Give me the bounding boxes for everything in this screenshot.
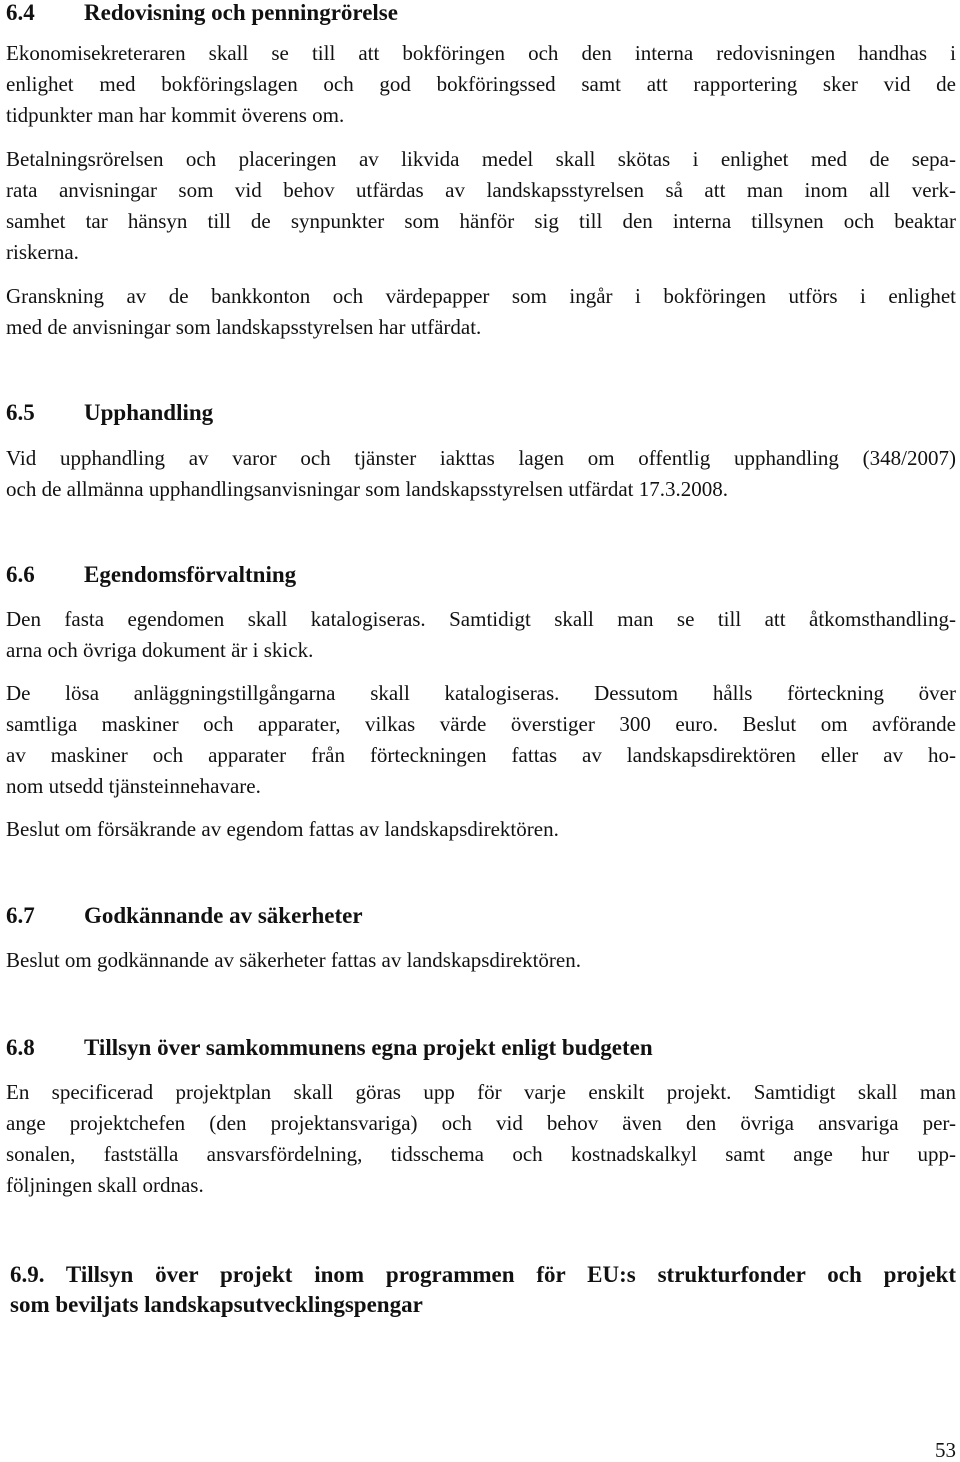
text-line: samhet tar hänsyn till de synpunkter som hänför sig till den interna tillsynen och beaktar	[6, 209, 956, 233]
page-number: 53	[935, 1438, 956, 1462]
paragraph	[6, 678, 956, 802]
text-line: sonalen, fastställa ansvarsfördelning, tidsschema och kostnadskalkyl samt ange hur upp-	[6, 1142, 956, 1166]
paragraph	[6, 38, 956, 131]
section-number: 6.5	[6, 400, 35, 425]
text-line: med de anvisningar som landskapsstyrelsen har utfärdat.	[6, 315, 482, 339]
section-title: Upphandling	[84, 400, 214, 425]
text-line: tidpunkter man har kommit överens om.	[6, 103, 345, 127]
text-line: Beslut om godkännande av säkerheter fattas av landskapsdirektören.	[6, 948, 581, 972]
section-title: Egendomsförvaltning	[84, 562, 297, 587]
section-heading-6-4	[6, 0, 956, 27]
section-number: 6.7	[6, 903, 35, 928]
text-line: och de allmänna upphandlingsanvisningar som landskapsstyrelsen utfärdat 17.3.2008.	[6, 477, 729, 501]
section-title: Tillsyn över samkommunens egna projekt enligt budgeten	[84, 1035, 653, 1060]
section-heading-6-8	[6, 1034, 956, 1062]
text-line: En specificerad projektplan skall göras upp för varje enskilt projekt. Samtidigt skall man	[6, 1080, 956, 1104]
heading-line: som beviljats landskapsutvecklingspengar	[10, 1292, 423, 1317]
text-line: Vid upphandling av varor och tjänster iakttas lagen om offentlig upphandling (348/2007)	[6, 446, 956, 470]
text-line: Granskning av de bankkonton och värdepapper som ingår i bokföringen utförs i enlighet	[6, 284, 956, 308]
text-line: rata anvisningar som vid behov utfärdas av landskapsstyrelsen så att man inom all verk-	[6, 178, 956, 202]
text-line: Beslut om försäkrande av egendom fattas av landskapsdirektören.	[6, 817, 559, 841]
text-line: samtliga maskiner och apparater, vilkas värde överstiger 300 euro. Beslut om avförande	[6, 712, 956, 736]
paragraph	[6, 281, 956, 343]
text-line: riskerna.	[6, 240, 79, 264]
text-line: Den fasta egendomen skall katalogiseras. Samtidigt skall man se till att åtkomsthandling-	[6, 607, 956, 631]
text-line: Ekonomisekreteraren skall se till att bokföringen och den interna redovisningen handhas i	[6, 41, 956, 65]
heading-line: 6.9. Tillsyn över projekt inom programmen för EU:s strukturfonder och projekt	[10, 1262, 956, 1287]
section-title: Godkännande av säkerheter	[84, 903, 363, 928]
text-line: ange projektchefen (den projektansvariga) och vid behov även den övriga ansvariga per-	[6, 1111, 956, 1135]
section-number: 6.4	[6, 0, 35, 25]
paragraph	[6, 443, 956, 505]
paragraph	[6, 1077, 956, 1201]
text-line: enlighet med bokföringslagen och god bokföringssed samt att rapportering sker vid de	[6, 72, 956, 96]
text-line: De lösa anläggningstillgångarna skall katalogiseras. Dessutom hålls förteckning över	[6, 681, 956, 705]
section-number: 6.6	[6, 562, 35, 587]
text-line: följningen skall ordnas.	[6, 1173, 204, 1197]
paragraph	[6, 945, 956, 976]
section-number: 6.8	[6, 1035, 35, 1060]
paragraph	[6, 814, 956, 845]
section-heading-6-7	[6, 902, 956, 930]
text-line: nom utsedd tjänsteinnehavare.	[6, 774, 261, 798]
section-heading-6-6	[6, 561, 956, 589]
section-heading-6-9	[10, 1260, 956, 1320]
text-line: arna och övriga dokument är i skick.	[6, 638, 314, 662]
paragraph	[6, 604, 956, 666]
paragraph	[6, 144, 956, 268]
section-heading-6-5	[6, 399, 956, 427]
text-line: Betalningsrörelsen och placeringen av likvida medel skall skötas i enlighet med de sepa-	[6, 147, 956, 171]
section-title: Redovisning och penningrörelse	[84, 0, 398, 25]
text-line: av maskiner och apparater från förteckningen fattas av landskapsdirektören eller av ho-	[6, 743, 956, 767]
